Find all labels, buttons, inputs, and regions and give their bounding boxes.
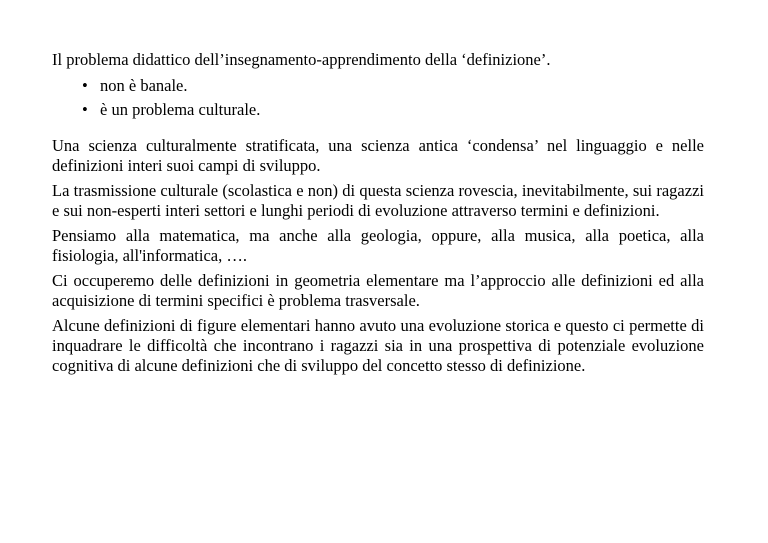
paragraph: Una scienza culturalmente stratificata, una scienza antica ‘condensa’ nel linguaggio e nelle definizioni interi suoi campi di sviluppo. [52,136,704,175]
paragraph: Alcune definizioni di figure elementari hanno avuto una evoluzione storica e questo ci permette di inquadrare le difficoltà che incontrano i ragazzi sia in una prospettiva di potenziale evoluzione cognitiva di alcune definizioni che di sviluppo del concetto stesso di definizione. [52,316,704,375]
paragraph: Pensiamo alla matematica, ma anche alla geologia, oppure, alla musica, alla poetica, alla fisiologia, all'informatica, …. [52,226,704,265]
bullet-dot-icon: • [82,100,88,119]
bullet-text: è un problema culturale. [100,100,261,119]
paragraph-block [52,136,704,376]
bullet-text: non è banale. [100,76,188,95]
document-page [52,50,704,376]
document-title: Il problema didattico dell’insegnamento-apprendimento della ‘definizione’. [52,50,551,69]
paragraph: La trasmissione culturale (scolastica e non) di questa scienza rovescia, inevitabilmente, sui ragazzi e sui non-esperti interi settori e lunghi periodi di evoluzione attraverso termini e definizioni. [52,181,704,220]
bullet-dot-icon: • [82,76,88,95]
bullet-item [52,76,704,96]
bullet-item [52,100,704,120]
paragraph: Ci occuperemo delle definizioni in geometria elementare ma l’approccio alle definizioni ed alla acquisizione di termini specifici è problema trasversale. [52,271,704,310]
bullet-list [52,76,704,120]
